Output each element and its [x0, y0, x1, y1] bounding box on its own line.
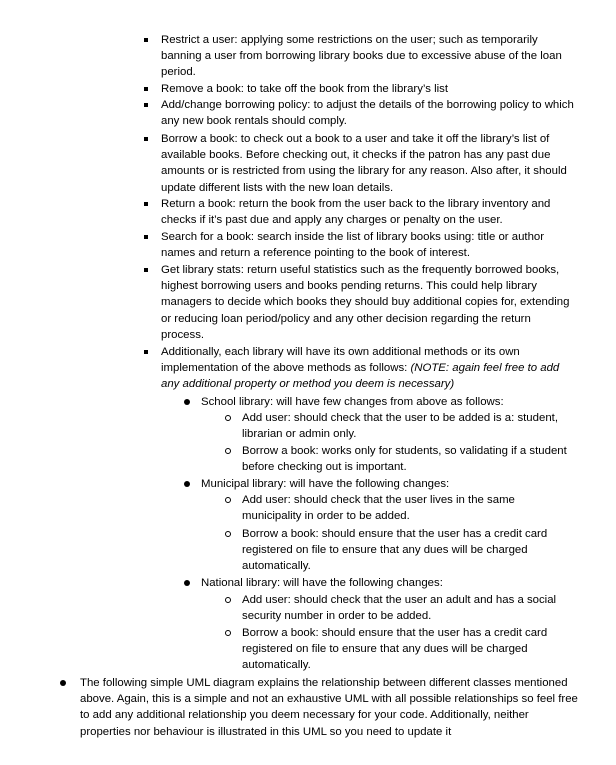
list-item-text: Add/change borrowing policy: to adjust the details of the borrowing policy to which any new book rentals should comply.	[161, 99, 574, 128]
square-bullet-icon	[144, 87, 148, 91]
list-item-text: Search for a book: search inside the list of library books using: title or author names and return a reference pointing to the book of interest.	[161, 231, 545, 260]
hollow-bullet-icon	[225, 448, 231, 454]
hollow-bullet-icon	[225, 415, 231, 421]
sub-item-school-add-user	[242, 410, 575, 442]
uml-paragraph-text: The following simple UML diagram explains the relationship between different classes mentioned above. Again, this is a simple and not an exhaustive UML with all possible relationships so feel free to add any additional relationship you deem necessary for your code. Additionally, neither properties nor behaviour is illustrated in this UML so you need to update it	[80, 677, 578, 738]
sub-item-school-borrow	[242, 443, 575, 475]
square-bullet-icon	[144, 137, 148, 141]
sub-item-national-add-user	[242, 592, 575, 624]
note-text: (NOTE: again feel free to add any additional property or method you deem is necessary)	[161, 362, 560, 391]
sub-item-text: Borrow a book: should ensure that the user has a credit card registered on file to ensure that any dues will be charged automatically.	[242, 627, 548, 672]
hollow-bullet-icon	[225, 497, 231, 503]
sub-item-text: Add user: should check that the user an adult and has a social security number in order to be added.	[242, 594, 557, 623]
list-item-restrict-user	[161, 32, 575, 81]
library-item-national	[201, 575, 575, 591]
list-item-text: Borrow a book: to check out a book to a user and take it off the library’s list of available books. Before checking out, it checks if the patron has any past due amounts or is restricted from using the library for any reason. Also after, it should update different lists with the new loan details.	[161, 133, 567, 194]
filled-bullet-icon	[184, 580, 190, 586]
list-item-remove-book	[161, 81, 575, 97]
hollow-bullet-icon	[225, 597, 231, 603]
sub-item-text: Add user: should check that the user to be added is a: student, librarian or admin only.	[242, 412, 558, 441]
sub-item-text: Borrow a book: works only for students, so validating if a student before checking out is important.	[242, 445, 567, 474]
square-bullet-icon	[144, 38, 148, 42]
list-item-text: Restrict a user: applying some restrictions on the user; such as temporarily banning a user from borrowing library books due to excessive abuse of the loan period.	[161, 34, 562, 79]
sub-item-municipal-add-user	[242, 492, 575, 524]
square-bullet-icon	[144, 202, 148, 206]
list-item-text: Return a book: return the book from the user back to the library inventory and checks if it’s past due and apply any charges or penalty on the user.	[161, 198, 551, 227]
filled-bullet-icon	[60, 680, 66, 686]
list-item-borrow-book	[161, 131, 575, 196]
list-item-text: Additionally, each library will have its own additional methods or its own implementation of the above methods as follows:	[161, 346, 520, 375]
library-item-municipal	[201, 476, 575, 492]
filled-bullet-icon	[184, 399, 190, 405]
square-bullet-icon	[144, 350, 148, 354]
filled-bullet-icon	[184, 481, 190, 487]
list-item-text: Remove a book: to take off the book from the library’s list	[161, 83, 449, 95]
sub-item-municipal-borrow	[242, 526, 575, 575]
list-item-additionally	[161, 344, 575, 393]
list-item-return-book	[161, 196, 575, 228]
library-text: National library: will have the following changes:	[201, 577, 443, 589]
sub-item-text: Borrow a book: should ensure that the user has a credit card registered on file to ensure that any dues will be charged automatically.	[242, 528, 548, 573]
sub-item-text: Add user: should check that the user lives in the same municipality in order to be added.	[242, 494, 515, 523]
hollow-bullet-icon	[225, 630, 231, 636]
square-bullet-icon	[144, 268, 148, 272]
square-bullet-icon	[144, 103, 148, 107]
library-text: School library: will have few changes from above as follows:	[201, 396, 504, 408]
list-item-text-wrapper	[161, 344, 575, 393]
square-bullet-icon	[144, 235, 148, 239]
hollow-bullet-icon	[225, 531, 231, 537]
sub-item-national-borrow	[242, 625, 575, 674]
list-item-borrowing-policy	[161, 97, 575, 129]
library-item-school	[201, 394, 575, 410]
list-item-library-stats	[161, 262, 575, 343]
list-item-search-book	[161, 229, 575, 261]
library-text: Municipal library: will have the following changes:	[201, 478, 450, 490]
list-item-text: Get library stats: return useful statistics such as the frequently borrowed books, highest borrowing users and books pending returns. This could help library managers to decide which books they should buy additional copies for, extending or reducing loan period/policy and any other decision regarding the return process.	[161, 264, 570, 341]
uml-paragraph-item	[80, 675, 580, 740]
